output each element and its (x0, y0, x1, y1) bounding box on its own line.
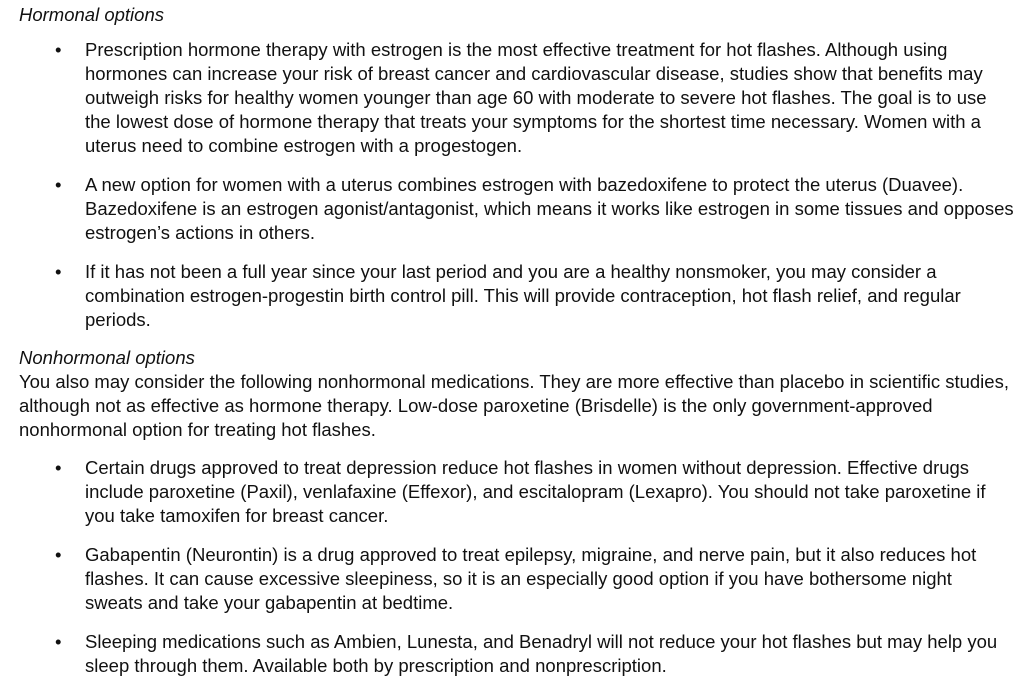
nonhormonal-intro-paragraph: You also may consider the following nonhormonal medications. They are more effective than placebo in scientific studies, although not as effective as hormone therapy. Low-dose paroxetine (Brisdelle) is the only government-approved nonhormonal option for treating hot flashes. (19, 371, 1009, 440)
nonhormonal-options-list (19, 456, 1014, 678)
list-item (19, 173, 1014, 245)
bullet-icon: • (55, 174, 62, 195)
list-item (19, 260, 1014, 332)
bullet-icon: • (55, 631, 62, 652)
list-item (19, 456, 1014, 528)
list-item-text: If it has not been a full year since your last period and you are a healthy nonsmoker, you may consider a combination estrogen-progestin birth control pill. This will provide contraception, hot flash relief, and regular periods. (85, 261, 961, 330)
bullet-icon: • (55, 457, 62, 478)
bullet-icon: • (55, 261, 62, 282)
nonhormonal-options-heading: Nonhormonal options (19, 347, 195, 368)
list-item-text: Sleeping medications such as Ambien, Lunesta, and Benadryl will not reduce your hot flashes but may help you sleep through them. Available both by prescription and nonprescription. (85, 631, 998, 676)
bullet-icon: • (55, 544, 62, 565)
document-page (19, 3, 1014, 678)
hormonal-options-heading: Hormonal options (19, 4, 164, 25)
list-item-text: Gabapentin (Neurontin) is a drug approved to treat epilepsy, migraine, and nerve pain, but it also reduces hot flashes. It can cause excessive sleepiness, so it is an especially good option if you have bothersome night sweats and take your gabapentin at bedtime. (85, 544, 977, 613)
list-item-text: Prescription hormone therapy with estrogen is the most effective treatment for hot flashes. Although using hormones can increase your risk of breast cancer and cardiovascular disease, studies show that benefits may outweigh risks for healthy women younger than age 60 with moderate to severe hot flashes. The goal is to use the lowest dose of hormone therapy that treats your symptoms for the shortest time necessary. Women with a uterus need to combine estrogen with a progestogen. (85, 39, 987, 156)
list-item (19, 543, 1014, 615)
list-item-text: A new option for women with a uterus combines estrogen with bazedoxifene to protect the uterus (Duavee). Bazedoxifene is an estrogen agonist/antagonist, which means it works like estrogen in some tissues and opposes estrogen’s actions in others. (85, 174, 1014, 243)
bullet-icon: • (55, 39, 62, 60)
hormonal-options-list (19, 38, 1014, 332)
list-item (19, 630, 1014, 678)
list-item-text: Certain drugs approved to treat depression reduce hot flashes in women without depression. Effective drugs include paroxetine (Paxil), venlafaxine (Effexor), and escitalopram (Lexapro). You should not take paroxetine if you take tamoxifen for breast cancer. (85, 457, 986, 526)
list-item (19, 38, 1014, 158)
